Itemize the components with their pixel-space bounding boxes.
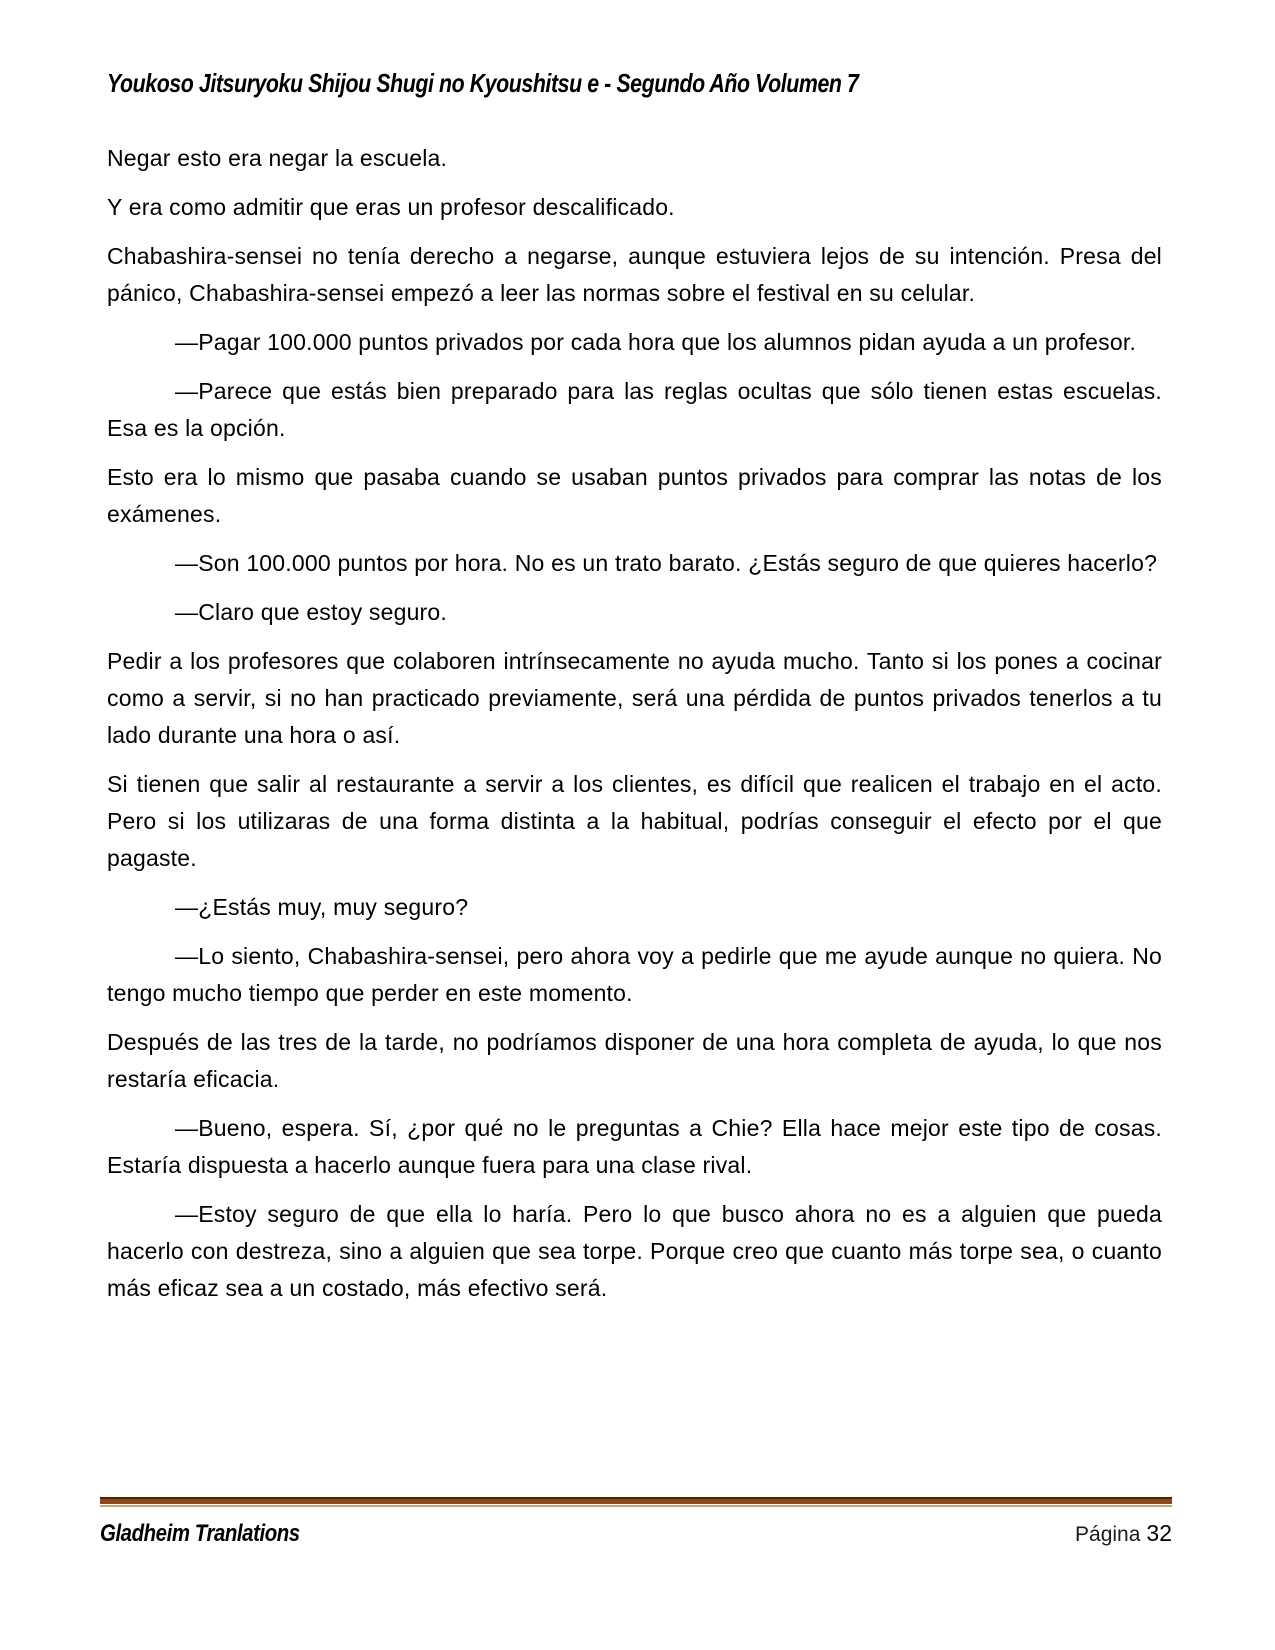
paragraph: —Estoy seguro de que ella lo haría. Pero lo que busco ahora no es a alguien que pueda hacerlo con destreza, sino a alguien que sea torpe. Porque creo que cuanto más torpe sea, o cuanto más eficaz sea a un costado, más efectivo será. (107, 1201, 1162, 1301)
page-number (1075, 1520, 1172, 1547)
footer-rule-bottom (100, 1505, 1172, 1507)
page-footer (100, 1497, 1172, 1548)
paragraph: —Son 100.000 puntos por hora. No es un trato barato. ¿Estás seguro de que quieres hacerlo? (175, 550, 1158, 576)
paragraph: —Parece que estás bien preparado para las reglas ocultas que sólo tienen estas escuelas. Esa es la opción. (107, 378, 1162, 441)
paragraph: —Bueno, espera. Sí, ¿por qué no le preguntas a Chie? Ella hace mejor este tipo de cosas. Estaría dispuesta a hacerlo aunque fuera para una clase rival. (107, 1115, 1162, 1178)
translator-name: Gladheim Tranlations (100, 1520, 300, 1547)
page-number-label: Página (1075, 1523, 1141, 1546)
footer-row (100, 1520, 1172, 1548)
book-title: Youkoso Jitsuryoku Shijou Shugi no Kyoushitsu e - Segundo Año Volumen 7 (107, 68, 859, 98)
page-number-value: 32 (1146, 1520, 1172, 1546)
page-header (107, 68, 1170, 99)
paragraph: Esto era lo mismo que pasaba cuando se usaban puntos privados para comprar las notas de los exámenes. (107, 464, 1162, 527)
paragraph: Chabashira-sensei no tenía derecho a negarse, aunque estuviera lejos de su intención. Presa del pánico, Chabashira-sensei empezó a leer las normas sobre el festival en su celular. (107, 243, 1162, 306)
paragraph: —¿Estás muy, muy seguro? (175, 894, 469, 920)
paragraph: —Pagar 100.000 puntos privados por cada hora que los alumnos pidan ayuda a un profesor. (175, 329, 1137, 355)
paragraph: Y era como admitir que eras un profesor descalificado. (107, 194, 675, 220)
paragraph: Pedir a los profesores que colaboren intrínsecamente no ayuda mucho. Tanto si los pones a cocinar como a servir, si no han practicado previamente, será una pérdida de puntos privados tenerlos a tu lado durante una hora o así. (107, 648, 1162, 748)
paragraph: —Lo siento, Chabashira-sensei, pero ahora voy a pedirle que me ayude aunque no quiera. No tengo mucho tiempo que perder en este momento. (107, 943, 1162, 1006)
body-text (107, 140, 1162, 1319)
paragraph: Después de las tres de la tarde, no podríamos disponer de una hora completa de ayuda, lo que nos restaría eficacia. (107, 1029, 1162, 1092)
footer-rule (100, 1497, 1172, 1507)
paragraph: Si tienen que salir al restaurante a servir a los clientes, es difícil que realicen el trabajo en el acto. Pero si los utilizaras de una forma distinta a la habitual, podrías conseguir el efecto por el que pagaste. (107, 771, 1162, 871)
paragraph: Negar esto era negar la escuela. (107, 145, 448, 171)
paragraph: —Claro que estoy seguro. (175, 599, 447, 625)
